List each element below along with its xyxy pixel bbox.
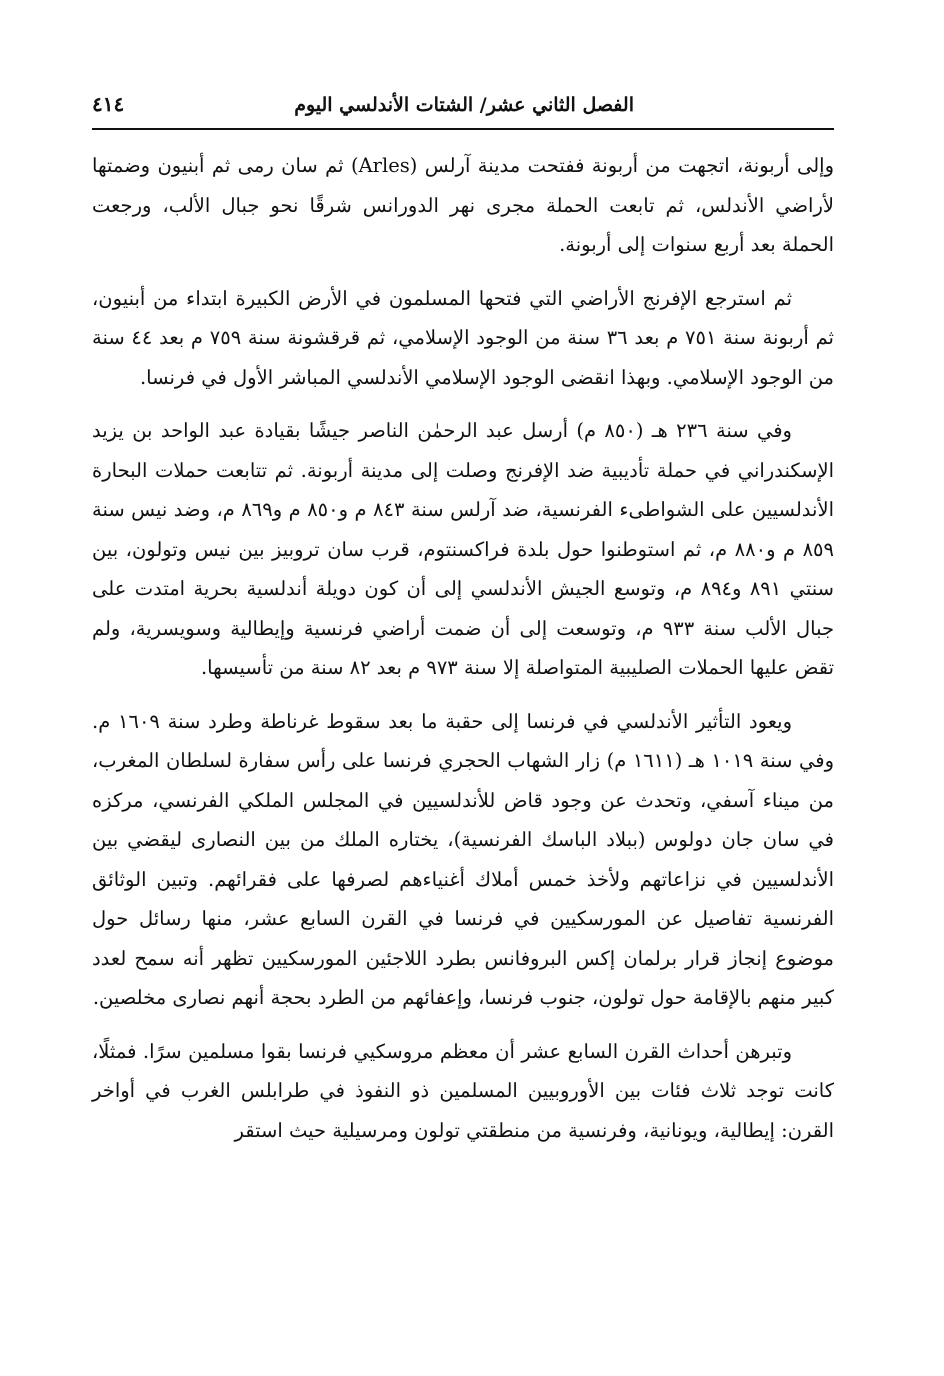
page-number: ٤١٤	[92, 92, 125, 116]
paragraph-5: وتبرهن أحداث القرن السابع عشر أن معظم مروسكيي فرنسا بقوا مسلمين سرًا. فمثلًا، كانت توجد ثلاث فئات بين الأوروبيين المسلمين ذو النفوذ في طرابلس الغرب في أواخر القرن: إيطالية، ويونانية، وفرنسية من منطقتي تولون ومرسيلية حيث استقر	[92, 1039, 834, 1142]
header-rule	[92, 128, 834, 130]
chapter-title: الفصل الثاني عشر/ الشتات الأندلسي اليوم	[294, 94, 634, 116]
paragraph-2: ثم استرجع الإفرنج الأراضي التي فتحها المسلمون في الأرض الكبيرة ابتداء من أبنيون، ثم أربونة سنة ٧٥١ م بعد ٣٦ سنة من الوجود الإسلامي، ثم قرقشونة سنة ٧٥٩ م بعد ٤٤ سنة من الوجود الإسلامي. وبهذا انقضى الوجود الإسلامي الأندلسي المباشر الأول في فرنسا.	[92, 286, 834, 389]
paragraph-1: وإلى أربونة، اتجهت من أربونة ففتحت مدينة آرلس (Arles) ثم سان رمى ثم أبنيون وضمتها لأراضي الأندلس، ثم تابعت الحملة مجرى نهر الدورانس شرقًا نحو جبال الألب، ورجعت الحملة بعد أربع سنوات إلى أربونة.	[92, 154, 834, 256]
paragraph-4: ويعود التأثير الأندلسي في فرنسا إلى حقبة ما بعد سقوط غرناطة وطرد سنة ١٦٠٩ م. وفي سنة ١٠١٩ هـ (١٦١١ م) زار الشهاب الحجري فرنسا على رأس سفارة لسلطان المغرب، من ميناء آسفي، وتحدث عن وجود قاض للأندلسيين في المجلس الملكي الفرنسي، مركزه في سان جان دولوس (ببلاد الباسك الفرنسية)، يختاره الملك من بين النصارى ليقضي بين الأندلسيين في نزاعاتهم ولأخذ خمس أملاك أغنياءهم لصرفها على فقرائهم. وتبين الوثائق الفرنسية تفاصيل عن المورسكيين في فرنسا في القرن السابع عشر، منها رسائل حول موضوع إنجاز قرار برلمان إكس البروفانس بطرد اللاجئين المورسكيين تظهر أنه سمح لعدد كبير منهم بالإقامة حول تولون، جنوب فرنسا، وإعفائهم من الطرد بحجة أنهم نصارى مخلصين.	[92, 709, 834, 1009]
paragraph-3: وفي سنة ٢٣٦ هـ (٨٥٠ م) أرسل عبد الرحمٰن الناصر جيشًا بقيادة عبد الواحد بن يزيد الإسكندراني في حملة تأديبية ضد الإفرنج وصلت إلى مدينة أربونة. ثم تتابعت حملات البحارة الأندلسيين على الشواطىء الفرنسية، ضد آرلس سنة ٨٤٣ م و٨٥٠ م و٨٦٩ م، وضد نيس سنة ٨٥٩ م و٨٨٠ م، ثم استوطنوا حول بلدة فراكسنتوم، قرب سان تروبيز بين نيس وتولون، بين سنتي ٨٩١ و٨٩٤ م، وتوسع الجيش الأندلسي إلى أن كون دويلة أندلسية بحرية امتدت على جبال الألب سنة ٩٣٣ م، وتوسعت إلى أن ضمت أراضي فرنسية وإيطالية وسويسرية، ولم تقض عليها الحملات الصليبية المتواصلة إلا سنة ٩٧٣ م بعد ٨٢ سنة من تأسيسها.	[92, 419, 835, 679]
body-text	[92, 146, 834, 1150]
running-header	[92, 88, 834, 128]
